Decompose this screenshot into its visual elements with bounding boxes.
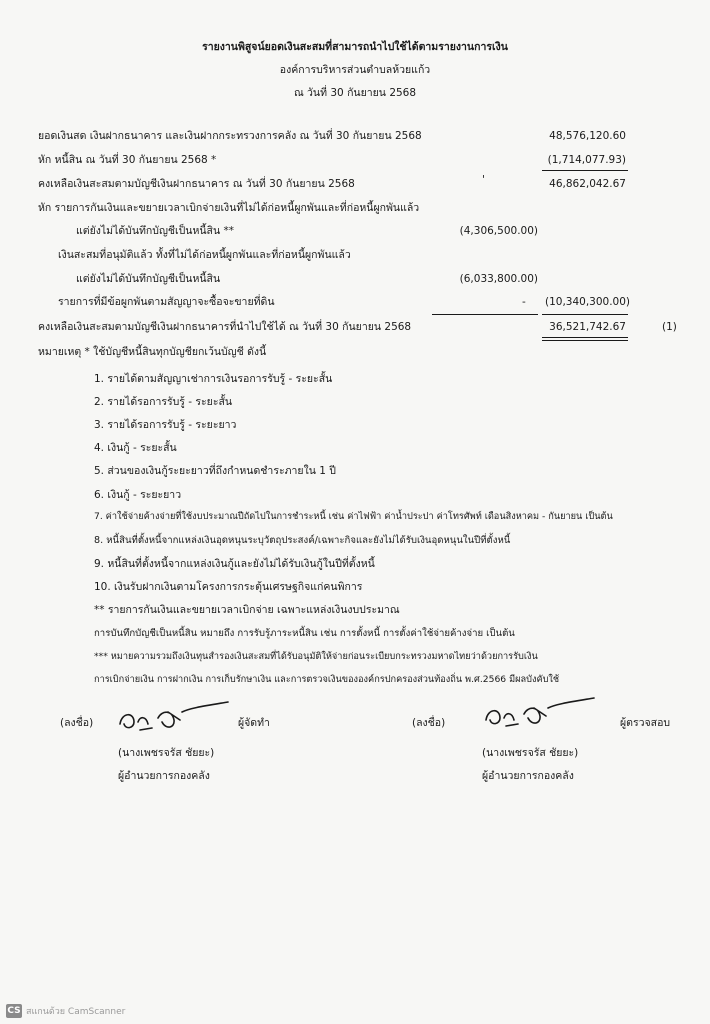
deductions-total: (10,340,300.00) bbox=[544, 296, 630, 308]
remaining-tick: ' bbox=[482, 174, 485, 186]
double-rule-1 bbox=[542, 337, 628, 338]
less-reserve-line-1: หัก รายการกันเงินและขยายเวลาเบิกจ่ายเงินที่ไม่ได้ก่อหนี้ผูกพันและที่ก่อหนี้ผูกพันแล้ว bbox=[38, 202, 420, 214]
camscanner-logo-icon: CS bbox=[7, 1006, 21, 1016]
report-title: รายงานพิสูจน์ยอดเงินสะสมที่สามารถนำไปใช้ได้ตามรายงานการเงิน bbox=[202, 41, 508, 53]
subtotal-rule bbox=[542, 170, 628, 171]
final-balance-ref: (1) bbox=[662, 321, 677, 333]
report-date: ณ วันที่ 30 กันยายน 2568 bbox=[293, 87, 417, 99]
note-item: 8. หนี้สินที่ตั้งหนี้จากแหล่งเงินอุดหนุนระบุวัตถุประสงค์/เฉพาะกิจและยังไม่ได้รับเงินอุดหนุนในปีที่ตั้งหนี้ bbox=[94, 535, 511, 546]
signer-name-left: (นางเพชรจรัส ชัยยะ) bbox=[118, 747, 215, 759]
note-item: 3. รายได้รอการรับรู้ - ระยะยาว bbox=[94, 419, 237, 431]
note-item: 10. เงินรับฝากเงินตามโครงการกระตุ้นเศรษฐกิจแก่คนพิการ bbox=[94, 581, 363, 593]
approved-amount: (6,033,800.00) bbox=[459, 273, 538, 285]
contract-line: รายการที่มีข้อผูกพันตามสัญญาจะซื้อจะขายที่ดิน bbox=[58, 296, 275, 308]
cash-line: ยอดเงินสด เงินฝากธนาคาร และเงินฝากกระทรวงการคลัง ณ วันที่ 30 กันยายน 2568 bbox=[38, 130, 422, 142]
contract-dash: - bbox=[522, 296, 526, 308]
approved-line-2: แต่ยังไม่ได้บันทึกบัญชีเป็นหนี้สิน bbox=[76, 273, 221, 285]
remaining-line: คงเหลือเงินสะสมตามบัญชีเงินฝากธนาคาร ณ วันที่ 30 กันยายน 2568 bbox=[38, 178, 355, 190]
note-item: 1. รายได้ตามสัญญาเช่าการเงินรอการรับรู้ - ระยะสั้น bbox=[94, 373, 333, 385]
camscanner-watermark bbox=[6, 1004, 125, 1018]
signer-position-left: ผู้อำนวยการกองคลัง bbox=[118, 770, 210, 782]
note-triple-star-2: การเบิกจ่ายเงิน การฝากเงิน การเก็บรักษาเงิน และการตรวจเงินขององค์กรปกครองส่วนท้องถิ่น พ.ศ.2566 มีผลบังคับใช้ bbox=[94, 674, 560, 685]
organization-name: องค์การบริหารส่วนตำบลห้วยแก้ว bbox=[279, 64, 431, 76]
note-item: 9. หนี้สินที่ตั้งหนี้จากแหล่งเงินกู้และยังไม่ได้รับเงินกู้ในปีที่ตั้งหนี้ bbox=[94, 558, 375, 570]
sign-label-right: (ลงชื่อ) bbox=[412, 717, 446, 729]
note-double-star-2: การบันทึกบัญชีเป็นหนี้สิน หมายถึง การรับรู้ภาระหนี้สิน เช่น การตั้งหนี้ การตั้งค่าใช้จ่ายค้างจ่าย เป็นต้น bbox=[94, 628, 515, 639]
less-reserve-line-2: แต่ยังไม่ได้บันทึกบัญชีเป็นหนี้สิน ** bbox=[76, 225, 234, 237]
approved-line-1: เงินสะสมที่อนุมัติแล้ว ทั้งที่ไม่ได้ก่อหนี้ผูกพันและที่ก่อหนี้ผูกพันแล้ว bbox=[58, 249, 351, 261]
note-item: 6. เงินกู้ - ระยะยาว bbox=[94, 489, 182, 501]
double-rule-2 bbox=[542, 340, 628, 341]
camscanner-text: สแกนด้วย CamScanner bbox=[26, 1007, 126, 1017]
final-balance-amount: 36,521,742.67 bbox=[549, 321, 626, 333]
deductions-rule bbox=[432, 314, 538, 315]
role-preparer: ผู้จัดทำ bbox=[238, 717, 270, 729]
reserve-amount: (4,306,500.00) bbox=[459, 225, 538, 237]
role-reviewer: ผู้ตรวจสอบ bbox=[620, 717, 671, 729]
signer-position-right: ผู้อำนวยการกองคลัง bbox=[482, 770, 574, 782]
note-item: 5. ส่วนของเงินกู้ระยะยาวที่ถึงกำหนดชำระภายใน 1 ปี bbox=[94, 465, 336, 477]
signer-name-right: (นางเพชรจรัส ชัยยะ) bbox=[482, 747, 579, 759]
less-liabilities-line: หัก หนี้สิน ณ วันที่ 30 กันยายน 2568 * bbox=[38, 154, 217, 166]
signature-right bbox=[478, 692, 600, 732]
note-item: 7. ค่าใช้จ่ายค้างจ่ายที่ใช้งบประมาณปีถัดไปในการชำระหนี้ เช่น ค่าไฟฟ้า ค่าน้ำประปา ค่าโทรศัพท์ เดือนสิงหาคม - กันยายน เป็นต้น bbox=[94, 511, 613, 522]
note-double-star-1: ** รายการกันเงินและขยายเวลาเบิกจ่าย เฉพาะแหล่งเงินงบประมาณ bbox=[94, 604, 400, 616]
notes-intro: หมายเหตุ * ใช้บัญชีหนี้สินทุกบัญชียกเว้นบัญชี ดังนี้ bbox=[38, 346, 267, 358]
note-triple-star-1: *** หมายความรวมถึงเงินทุนสำรองเงินสะสมที่ได้รับอนุมัติให้จ่ายก่อนระเบียบกระทรวงมหาดไทยว่าด้วยการรับเงิน bbox=[94, 651, 538, 662]
sign-label-left: (ลงชื่อ) bbox=[60, 717, 94, 729]
signature-left bbox=[112, 698, 234, 738]
cash-amount: 48,576,120.60 bbox=[549, 130, 626, 142]
remaining-amount: 46,862,042.67 bbox=[549, 178, 626, 190]
note-item: 4. เงินกู้ - ระยะสั้น bbox=[94, 442, 177, 454]
total-rule-top bbox=[542, 314, 628, 315]
note-item: 2. รายได้รอการรับรู้ - ระยะสั้น bbox=[94, 396, 233, 408]
less-liabilities-amount: (1,714,077.93) bbox=[547, 154, 626, 166]
final-balance-line: คงเหลือเงินสะสมตามบัญชีเงินฝากธนาคารที่นำไปใช้ได้ ณ วันที่ 30 กันยายน 2568 bbox=[38, 321, 412, 333]
